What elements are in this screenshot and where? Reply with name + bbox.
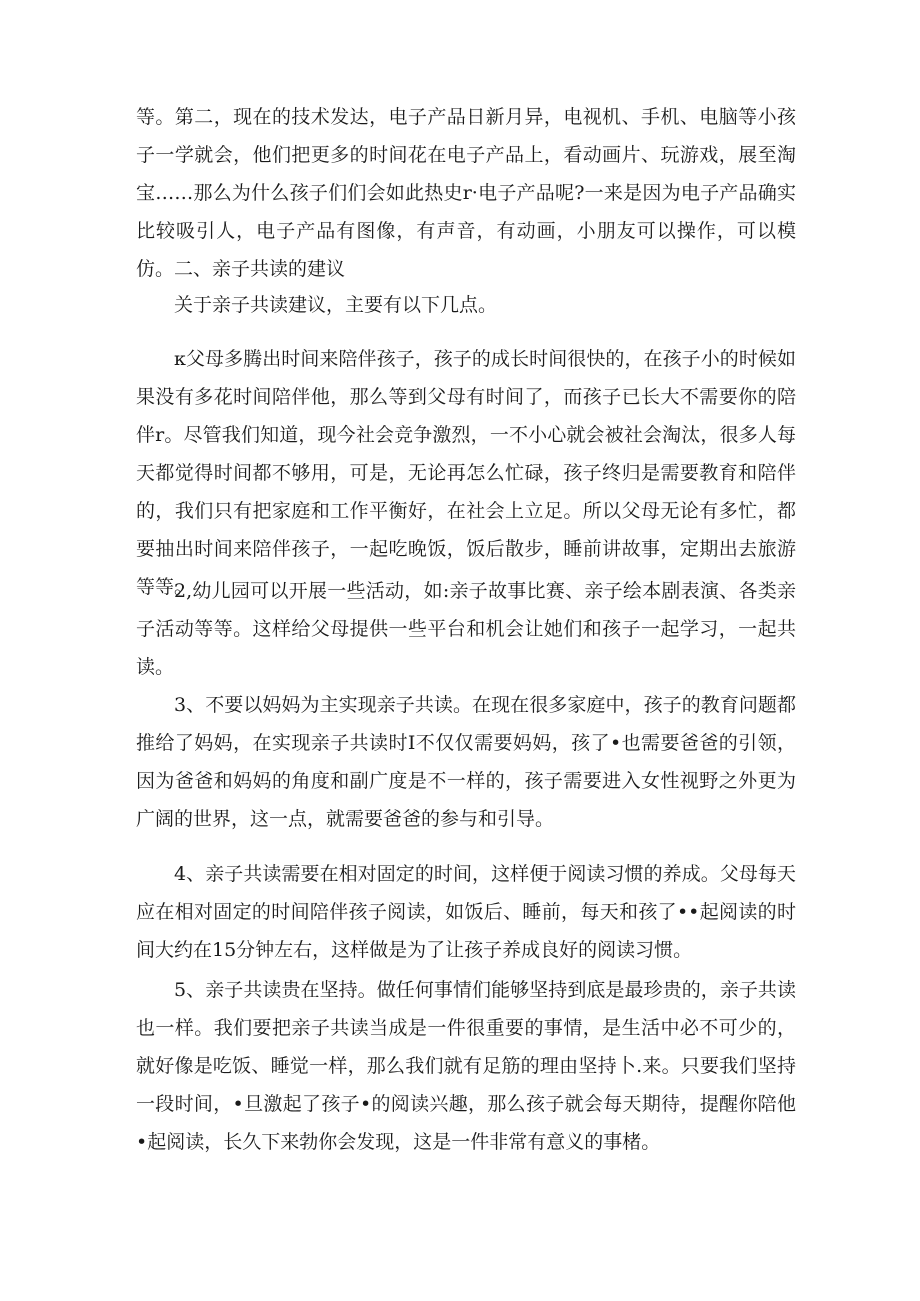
- suggestion-item-4: 4、亲子共读需要在相对固定的时间，这样便于阅读习惯的养成。父母每天应在相对固定的时间陪伴孩子阅读，如饭后、睡前，每天和孩了••起阅读的时间大约在15分钟左右，这样做是为了让孩子养成良好的阅读习惯。: [136, 863, 796, 961]
- intro-paragraph: 等。第二，现在的技术发达，电子产品日新月异，电视机、手机、电脑等小孩子一学就会，他们把更多的时间花在电子产品上，看动画片、玩游戏，展至淘宝……那么为什么孩子们们会如此热史r·电子产品呢?一来是因为电子产品确实比较吸引人，电子产品有图像，有声音，有动画，小朋友可以操作，可以模仿。: [136, 106, 796, 280]
- lead-paragraph: 关于亲子共读建议，主要有以下几点。: [174, 294, 498, 316]
- suggestion-item-3: 3、不要以妈妈为主实现亲子共读。在现在很多家庭中，孩子的教育问题都推给了妈妈，在实现亲子共读时I不仅仅需要妈妈，孩了•也需要爸爸的引领，因为爸爸和妈妈的角度和副广度是不一样的，孩子需要进入女性视野之外更为广阔的世界，这一点，就需要爸爸的参与和引导。: [136, 694, 796, 830]
- section-heading: 二、亲子共读的建议: [174, 258, 346, 280]
- suggestion-item-1: κ父母多腾出时间来陪伴孩子，孩子的成长时间很快的，在孩子小的时候如果没有多花时间陪伴他，那么等到父母有时间了，而孩子已长大不需要你的陪伴r。尽管我们知道，现今社会竞争激烈，一不小心就会被社会淘汰，很多人每天都觉得时间都不够用，可是，无论再怎么忙碌，孩子终归是需要教育和陪伴的，我们只有把家庭和工作平衡好，在社会上立足。所以父母无论有多忙，都要抽出时间来陪伴孩子，一起吃晚饭，饭后散步，睡前讲故事，定期出去旅游等等。: [136, 348, 796, 598]
- suggestion-item-5: 5、亲子共读贵在坚持。做任何事情们能够坚持到底是最珍贵的，亲子共读也一样。我们要把亲子共读当成是一件很重要的事情，是生活中必不可少的，就好像是吃饭、睡觉一样，那么我们就有足筋的理由坚持卜.来。只要我们坚持一段时间，•旦激起了孩子•的阅读兴趣，那么孩子就会每天期待，提醒你陪他•起阅读，长久下来勃你会发现，这是一件非常有意义的事楮。: [136, 979, 796, 1153]
- suggestion-item-2: 2,幼儿园可以开展一些活动，如:亲子故事比赛、亲子绘本剧表演、各类亲子活动等等。这样给父母提供一些平台和机会让她们和孩子一起学习，一起共读。: [136, 580, 796, 678]
